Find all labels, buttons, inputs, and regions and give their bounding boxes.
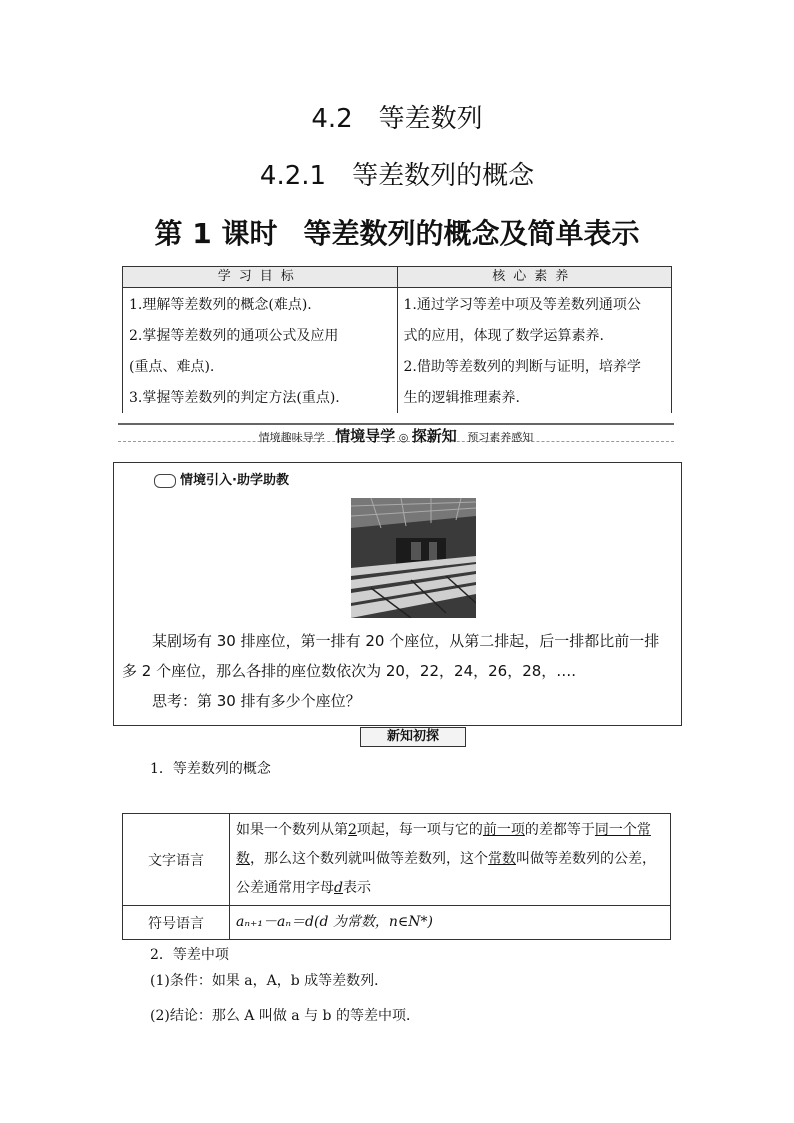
intro-line: 某剧场有 30 排座位，第一排有 20 个座位，从第二排起，后一排都比前一排 [122, 632, 660, 650]
goals-table [122, 266, 672, 413]
goals-header-right: 核心素养 [492, 269, 577, 284]
intro-question: 思考：第 30 排有多少个座位？ [122, 692, 361, 710]
goal-item: 3.掌握等差数列的判定方法(重点). [129, 390, 340, 406]
subsection-number: 4.2.1 [259, 161, 327, 191]
subsection-title [0, 155, 794, 192]
lesson-title [0, 212, 794, 252]
intro-box [113, 462, 682, 726]
intro-text [122, 626, 674, 716]
conclusion-text: (2)结论：那么 A 叫做 a 与 b 的等差中项． [150, 1008, 420, 1024]
banner-right-text: 预习素养感知 [467, 431, 534, 444]
section-title [0, 98, 794, 135]
literacy-item: 1.通过学习等差中项及等差数列通项公 [403, 297, 641, 313]
intro-line: 多 2 个座位，那么各排的座位数依次为 20，22，24，26，28，…. [122, 662, 577, 680]
literacy-item: 生的逻辑推理素养. [403, 390, 520, 406]
lesson-name: 等差数列的概念及简单表示 [303, 217, 640, 250]
banner-dot-icon: ◎ [398, 431, 409, 444]
lightbulb-icon [154, 474, 176, 488]
goals-right-column [398, 288, 672, 413]
goal-item: 2.掌握等差数列的通项公式及应用 [129, 328, 339, 344]
literacy-item: 2.借助等差数列的判断与证明，培养学 [403, 359, 641, 375]
section-banner [118, 423, 674, 445]
section-name: 等差数列 [378, 104, 483, 134]
banner-left-text: 情境趣味导学 [258, 431, 325, 444]
goals-header-left: 学习目标 [123, 267, 398, 287]
intro-tag [154, 469, 289, 488]
subsection-name: 等差数列的概念 [352, 161, 535, 191]
goal-item: 1.理解等差数列的概念(难点). [129, 297, 312, 313]
row-key-symbol-language: 符号语言 [123, 906, 230, 940]
literacy-item: 式的应用，体现了数学运算素养. [403, 328, 604, 344]
table-row [123, 906, 671, 940]
goal-item: (重点、难点). [129, 359, 215, 375]
heading-concept: 1．等差数列的概念 [150, 761, 271, 777]
definition-table [122, 813, 671, 940]
table-row [123, 814, 671, 906]
lesson-number: 第 1 课时 [154, 217, 278, 250]
definition-text: 如果一个数列从第2项起，每一项与它的前一项的差都等于同一个常数，那么这个数列就叫做等差数列，这个常数叫做等差数列的公差，公差通常用字母d表示 [230, 814, 671, 906]
banner-main-text-2: 探新知 [411, 427, 457, 445]
new-knowledge-label: 新知初探 [360, 727, 466, 747]
intro-tag-label: 情境引入·助学助教 [180, 473, 289, 488]
row-key-text-language: 文字语言 [123, 814, 230, 906]
banner-main-text: 情境导学 [335, 427, 396, 445]
condition-text: (1)条件：如果 a，A，b 成等差数列． [150, 973, 389, 989]
heading-arithmetic-mean: 2．等差中项 [150, 947, 229, 963]
section-number: 4.2 [311, 104, 353, 134]
theater-photo [351, 498, 476, 618]
goals-left-column [123, 288, 398, 413]
symbol-formula: aₙ₊₁－aₙ＝d(d 为常数，n∈N*) [230, 906, 671, 940]
